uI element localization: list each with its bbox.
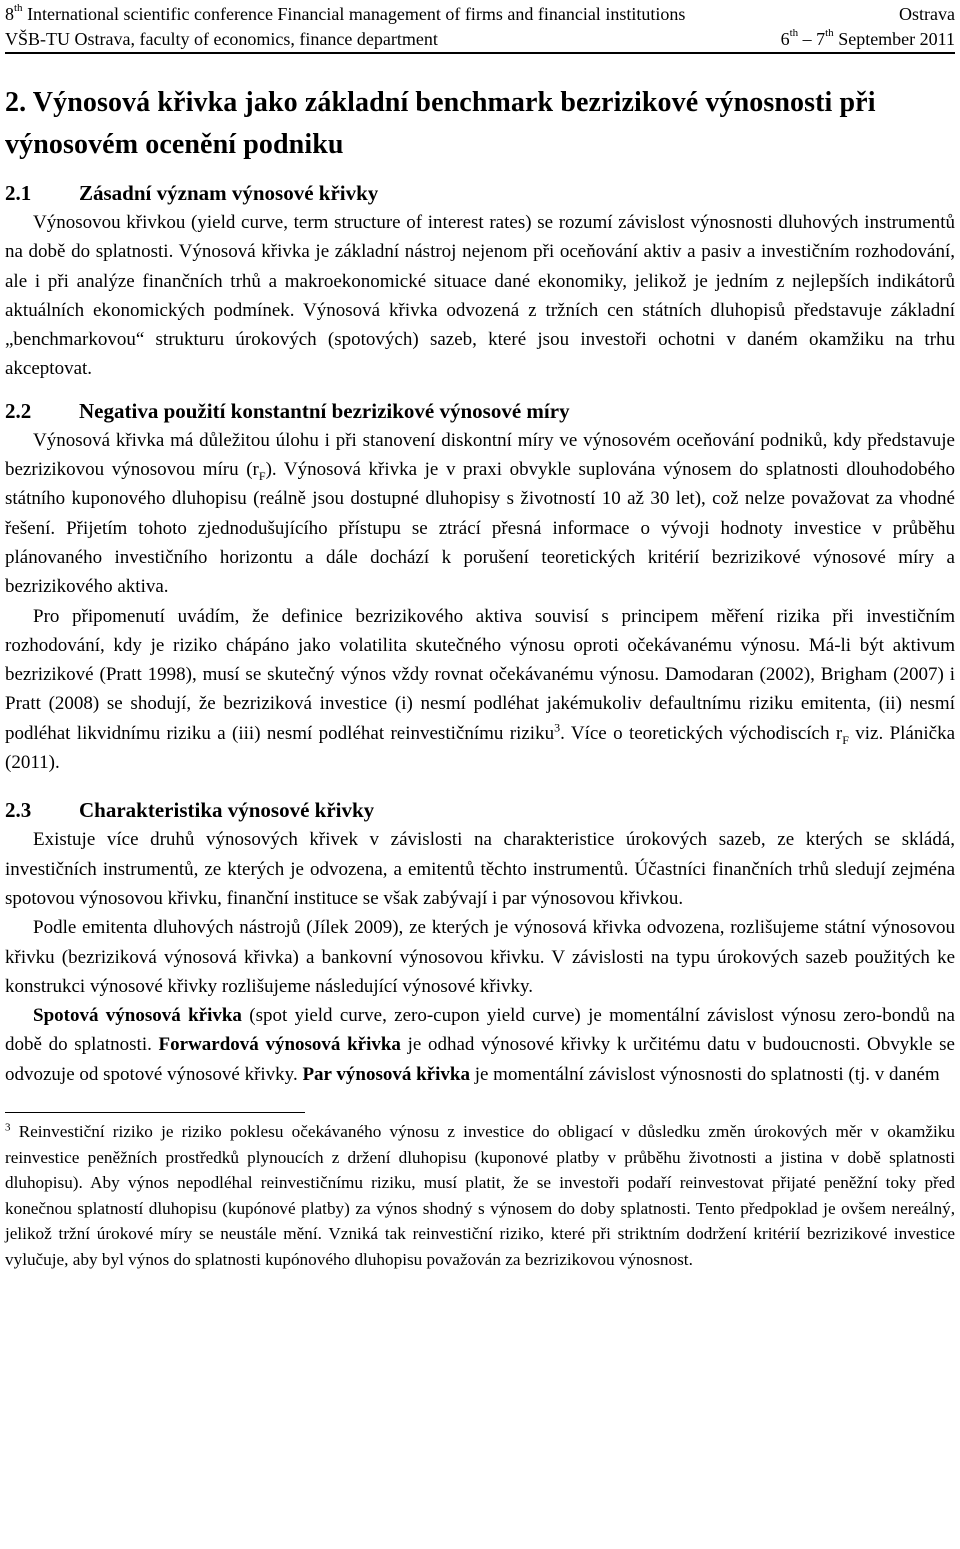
paragraph-2-1: Výnosovou křivkou (yield curve, term structure of interest rates) se rozumí závislost výnosnosti dluhových instrumentů na době do splatnosti. Výnosová křivka je základní nástroj nejenom při oceňování aktiv a pasiv a investičním rozhodování, ale i při analýze finančních trhů a makroekonomické situace dané ekonomiky, jelikož je jedním z nejlepších indikátorů aktuálních ekonomických podmínek. Výnosová křivka odvozená z tržních cen státních dluhopisů představuje základní „benchmarkovou“ strukturu úrokových (spotových) sazeb, které jsou investoři ochotni v daném okamžiku na trhu akceptovat. bbox=[5, 212, 955, 380]
header-rule bbox=[5, 52, 955, 54]
header-institution: VŠB-TU Ostrava, faculty of economics, finance department bbox=[5, 29, 438, 49]
paragraph-2-2-a: Výnosová křivka má důležitou úlohu i při stanovení diskontní míry ve výnosovém oceňování podniků, kdy představuje bezrizikovou výnosovou míru $(r_F)$. Výnosová křivka je v praxi obvykle suplována výnosem do splatnosti dlouhodobého státního kuponového dluhopisu (reálně jsou dostupné dluhopisy s životností 10 až 30 let), což nelze považovat za vhodné řešení. Přijetím tohoto zjednodušujícího přístupu se ztrácí přesná informace o vývoji hodnoty investice v průběhu plánovaného investičního horizontu a dále dochází k porušení teoretických kritérií bezrizikové výnosové míry a bezrizikového aktiva. bbox=[5, 429, 955, 598]
section-heading-2-3: 2.3 Charakteristika výnosové křivky bbox=[5, 798, 375, 823]
footnote-rule bbox=[5, 1112, 305, 1113]
page bbox=[5, 0, 955, 1273]
section-heading-2-1: 2.1 Zásadní význam výnosové křivky bbox=[5, 181, 379, 205]
conference-title: 8th International scientific conference Financial management of firms and financial institutions bbox=[5, 2, 686, 24]
header-line-1 bbox=[5, 2, 955, 27]
chapter-title: 2. Výnosová křivka jako základní benchmark bezrizikové výnosnosti při výnosovém ocenění podniku bbox=[5, 87, 876, 160]
footnote-ref[interactable]: 3 bbox=[554, 720, 561, 735]
paragraph-2-2-b: Pro připomenutí uvádím, že definice bezrizikového aktiva souvisí s principem měření rizika při investičním rozhodování, kdy je riziko chápáno jako volatilita skutečného výnosu oproti očekávanému výnosu. Má-li být aktivum bezrizikové (Pratt 1998), musí se skutečný výnos vždy rovnat očekávanému výnosu. Damodaran (2002), Brigham (2007) i Pratt (2008) se shodují, že bezriziková investice (i) nesmí podléhat jakémukoliv defaultnímu riziku emitenta, (ii) nesmí podléhat likvidnímu riziku a (iii) nesmí podléhat reinvestičnímu riziku$^3$. Více o teoretických východiscích $r_F$ viz. Plánička (2011). bbox=[5, 605, 956, 774]
header-line-2 bbox=[5, 27, 955, 52]
header-date: 6th – 7th September 2011 bbox=[780, 27, 955, 49]
header-city: Ostrava bbox=[899, 4, 955, 24]
footnote-3: $^3$ Reinvestiční riziko je riziko poklesu očekávaného výnosu z investice do obligací v důsledku změn úrokových měr v okamžiku reinvestice peněžních prostředků plynoucích z držení dluhopisu (kuponové platby v průběhu životnosti a jistina v době splatnosti dluhopisu). Aby výnos nepodléhal reinvestičnímu riziku, musí platit, že se investoři podaří reinvestovat přijaté peněžní toky před konečnou splatností dluhopisu (kupónové platby) za výnos shodný s výnosem do doby splatnosti. Tento předpoklad je ovšem nereálný, jelikož tržní úrokové míry se neustále mění. Vzniká tak reinvestiční riziko, které při striktním dodržení kritérií bezrizikové investice vylučuje, aby byl výnos do splatnosti kupónového dluhopisu považován za bezrizikovou výnosnost. bbox=[5, 1121, 955, 1269]
running-header bbox=[5, 0, 955, 54]
paragraph-2-3-b: Podle emitenta dluhových nástrojů (Jílek 2009), ze kterých je výnosová křivka odvozena, rozlišujeme státní výnosovou křivku (bezriziková výnosová křivka) a bankovní výnosovou křivku. V závislosti na typu úrokových sazeb použitých ke konstrukci výnosové křivky rozlišujeme následující výnosové křivky. bbox=[5, 917, 955, 997]
section-heading-2-2: 2.2 Negativa použití konstantní bezrizikové výnosové míry bbox=[5, 398, 570, 423]
paragraph-2-3-a: Existuje více druhů výnosových křivek v závislosti na charakteristice úrokových sazeb, ze kterých se skládá, investičních instrumentů, ze kterých je odvozena, a emitentů těchto instrumentů. Účastníci finančních trhů sledují zejména spotovou výnosovou křivku, finanční instituce se však zabývají i par výnosovou křivkou. bbox=[5, 829, 955, 909]
paragraph-2-3-c: Spotová výnosová křivka (spot yield curve, zero-cupon yield curve) je momentální závislost výnosu zero-bondů na době do splatnosti. Forwardová výnosová křivka je odhad výnosové křivky k určitému datu v budoucnosti. Obvykle se odvozuje od spotové výnosové křivky. Par výnosová křivka je momentální závislost výnosnosti do splatnosti (tj. v daném bbox=[5, 1005, 955, 1085]
